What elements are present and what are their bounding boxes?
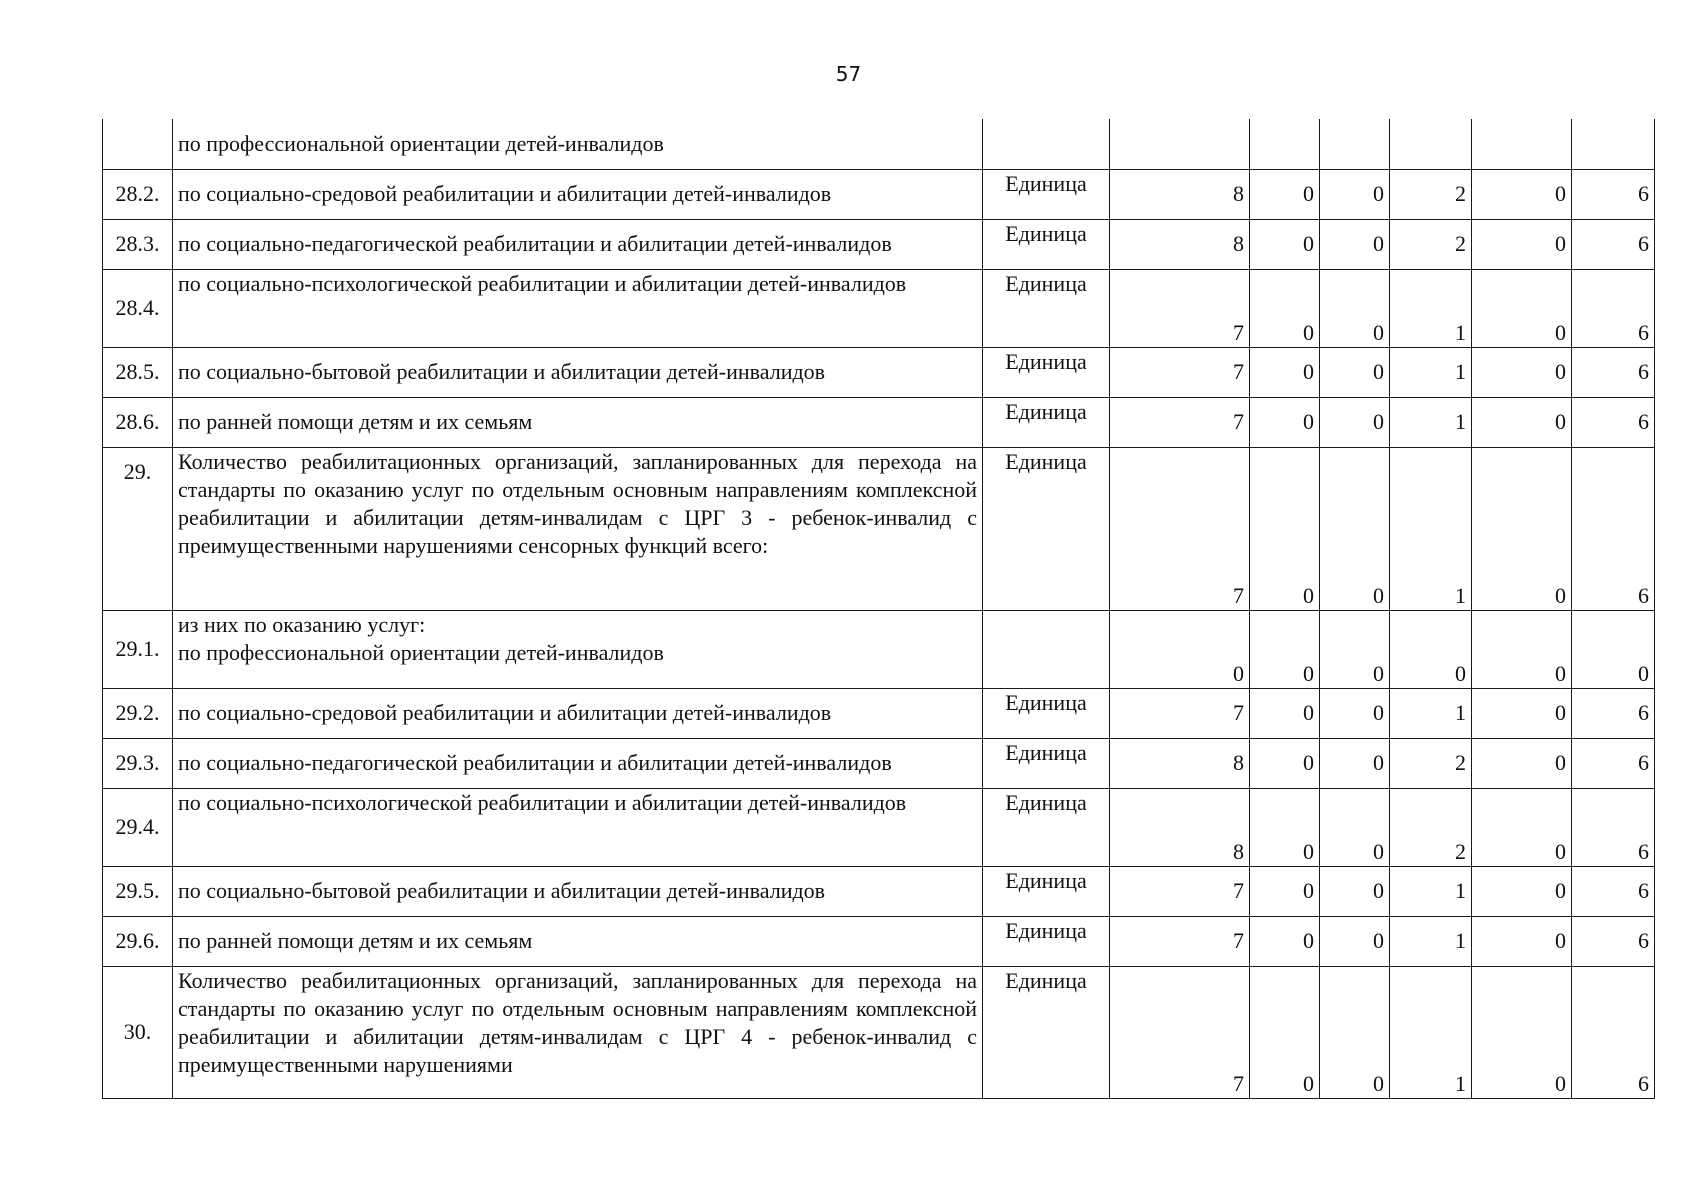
row-value: 0 — [1320, 688, 1390, 738]
table-row — [103, 966, 1655, 1098]
row-value: 1 — [1390, 966, 1472, 1098]
row-value: 1 — [1390, 688, 1472, 738]
row-value: 6 — [1572, 269, 1655, 347]
row-value: 0 — [1472, 916, 1572, 966]
row-unit: Единица — [983, 347, 1110, 397]
row-name — [173, 610, 983, 688]
row-value — [1390, 119, 1472, 169]
row-unit: Единица — [983, 397, 1110, 447]
table-row — [103, 447, 1655, 610]
row-value: 0 — [1320, 347, 1390, 397]
row-number — [103, 119, 173, 169]
row-value: 0 — [1320, 866, 1390, 916]
row-unit: Единица — [983, 916, 1110, 966]
row-value: 0 — [1250, 916, 1320, 966]
row-value: 0 — [1320, 219, 1390, 269]
row-unit: Единица — [983, 688, 1110, 738]
row-value: 0 — [1250, 788, 1320, 866]
table-row — [103, 169, 1655, 219]
row-number: 29.6. — [103, 916, 173, 966]
row-name: по ранней помощи детям и их семьям — [173, 916, 983, 966]
table-row — [103, 397, 1655, 447]
row-unit: Единица — [983, 219, 1110, 269]
row-name: по ранней помощи детям и их семьям — [173, 397, 983, 447]
row-value: 7 — [1110, 447, 1250, 610]
row-value — [1250, 119, 1320, 169]
row-value: 7 — [1110, 688, 1250, 738]
table-row — [103, 916, 1655, 966]
row-value: 0 — [1472, 347, 1572, 397]
row-number: 29.5. — [103, 866, 173, 916]
row-value: 0 — [1250, 169, 1320, 219]
row-value: 1 — [1390, 397, 1472, 447]
row-value: 0 — [1250, 397, 1320, 447]
row-number: 28.5. — [103, 347, 173, 397]
row-value: 0 — [1250, 347, 1320, 397]
row-name-line: из них по оказанию услуг: — [178, 611, 426, 637]
row-unit — [983, 610, 1110, 688]
row-value: 0 — [1320, 397, 1390, 447]
row-value: 0 — [1320, 610, 1390, 688]
row-value: 0 — [1472, 966, 1572, 1098]
row-unit: Единица — [983, 866, 1110, 916]
row-value: 6 — [1572, 688, 1655, 738]
row-value: 1 — [1390, 269, 1472, 347]
table-row — [103, 119, 1655, 169]
row-value: 0 — [1250, 610, 1320, 688]
table-row — [103, 738, 1655, 788]
row-value: 6 — [1572, 916, 1655, 966]
row-value: 6 — [1572, 738, 1655, 788]
row-number: 28.6. — [103, 397, 173, 447]
row-value: 7 — [1110, 347, 1250, 397]
row-value: 0 — [1472, 269, 1572, 347]
table-row — [103, 688, 1655, 738]
row-value: 1 — [1390, 916, 1472, 966]
table-row — [103, 788, 1655, 866]
row-value — [1320, 119, 1390, 169]
row-value: 7 — [1110, 916, 1250, 966]
row-value: 0 — [1472, 169, 1572, 219]
row-value: 0 — [1320, 169, 1390, 219]
row-name: по социально-средовой реабилитации и абилитации детей-инвалидов — [173, 169, 983, 219]
row-value: 2 — [1390, 738, 1472, 788]
row-value: 6 — [1572, 347, 1655, 397]
table-row — [103, 610, 1655, 688]
row-value: 0 — [1472, 738, 1572, 788]
row-number: 28.4. — [103, 269, 173, 347]
row-value: 0 — [1250, 866, 1320, 916]
table-row — [103, 866, 1655, 916]
row-unit: Единица — [983, 169, 1110, 219]
row-name: по социально-бытовой реабилитации и абилитации детей-инвалидов — [173, 866, 983, 916]
row-value: 2 — [1390, 219, 1472, 269]
row-number: 30. — [103, 966, 173, 1098]
row-value: 6 — [1572, 169, 1655, 219]
row-name: по социально-педагогической реабилитации и абилитации детей-инвалидов — [173, 219, 983, 269]
data-table — [102, 119, 1655, 1099]
row-value: 6 — [1572, 397, 1655, 447]
row-name-line: по профессиональной ориентации детей-инвалидов — [178, 639, 664, 665]
row-value: 7 — [1110, 966, 1250, 1098]
row-value — [1110, 119, 1250, 169]
row-value: 6 — [1572, 219, 1655, 269]
row-value: 0 — [1472, 610, 1572, 688]
row-unit: Единица — [983, 447, 1110, 610]
row-number: 28.2. — [103, 169, 173, 219]
row-value: 6 — [1572, 866, 1655, 916]
row-value: 0 — [1250, 966, 1320, 1098]
row-unit: Единица — [983, 738, 1110, 788]
table-row — [103, 269, 1655, 347]
page-number: 57 — [835, 62, 862, 86]
row-unit — [983, 119, 1110, 169]
row-value: 0 — [1472, 688, 1572, 738]
row-value: 7 — [1110, 269, 1250, 347]
row-name: по профессиональной ориентации детей-инвалидов — [173, 119, 983, 169]
row-name: Количество реабилитационных организаций, запланированных для перехода на стандарты по оказанию услуг по отдельным основным направлениям комплексной реабилитации и абилитации детям-инвалидам с ЦРГ 4 - ребенок-инвалид с преимущественными нарушениями — [173, 966, 983, 1098]
row-value: 0 — [1250, 447, 1320, 610]
row-number: 29.3. — [103, 738, 173, 788]
row-unit: Единица — [983, 269, 1110, 347]
row-value: 0 — [1320, 966, 1390, 1098]
row-value: 8 — [1110, 219, 1250, 269]
row-value: 0 — [1572, 610, 1655, 688]
row-value: 2 — [1390, 169, 1472, 219]
row-value: 0 — [1320, 788, 1390, 866]
row-value: 0 — [1320, 269, 1390, 347]
row-number: 29.4. — [103, 788, 173, 866]
row-value: 8 — [1110, 738, 1250, 788]
row-value: 0 — [1320, 447, 1390, 610]
row-value: 0 — [1320, 738, 1390, 788]
row-value: 8 — [1110, 169, 1250, 219]
row-number: 29.1. — [103, 610, 173, 688]
row-value: 1 — [1390, 447, 1472, 610]
row-value: 6 — [1572, 788, 1655, 866]
row-name: по социально-психологической реабилитации и абилитации детей-инвалидов — [173, 269, 983, 347]
row-name: по социально-психологической реабилитации и абилитации детей-инвалидов — [173, 788, 983, 866]
row-number: 29. — [103, 447, 173, 610]
row-unit: Единица — [983, 966, 1110, 1098]
row-value: 7 — [1110, 397, 1250, 447]
row-value: 0 — [1472, 397, 1572, 447]
row-name: Количество реабилитационных организаций, запланированных для перехода на стандарты по оказанию услуг по отдельным основным направлениям комплексной реабилитации и абилитации детям-инвалидам с ЦРГ 3 - ребенок-инвалид с преимущественными нарушениями сенсорных функций всего: — [173, 447, 983, 610]
row-value — [1472, 119, 1572, 169]
row-value: 0 — [1472, 788, 1572, 866]
row-number: 28.3. — [103, 219, 173, 269]
row-value: 6 — [1572, 966, 1655, 1098]
table-row — [103, 347, 1655, 397]
row-value: 0 — [1390, 610, 1472, 688]
row-value: 1 — [1390, 347, 1472, 397]
row-name: по социально-бытовой реабилитации и абилитации детей-инвалидов — [173, 347, 983, 397]
row-value: 0 — [1250, 688, 1320, 738]
row-value: 8 — [1110, 788, 1250, 866]
table-row — [103, 219, 1655, 269]
row-value: 2 — [1390, 788, 1472, 866]
row-value: 0 — [1250, 219, 1320, 269]
row-value — [1572, 119, 1655, 169]
row-name: по социально-средовой реабилитации и абилитации детей-инвалидов — [173, 688, 983, 738]
row-value: 0 — [1472, 447, 1572, 610]
row-value: 7 — [1110, 866, 1250, 916]
row-value: 0 — [1250, 738, 1320, 788]
row-value: 0 — [1472, 219, 1572, 269]
row-value: 0 — [1110, 610, 1250, 688]
row-value: 0 — [1472, 866, 1572, 916]
row-unit: Единица — [983, 788, 1110, 866]
row-value: 0 — [1250, 269, 1320, 347]
row-value: 1 — [1390, 866, 1472, 916]
row-name: по социально-педагогической реабилитации и абилитации детей-инвалидов — [173, 738, 983, 788]
row-value: 0 — [1320, 916, 1390, 966]
row-number: 29.2. — [103, 688, 173, 738]
row-value: 6 — [1572, 447, 1655, 610]
